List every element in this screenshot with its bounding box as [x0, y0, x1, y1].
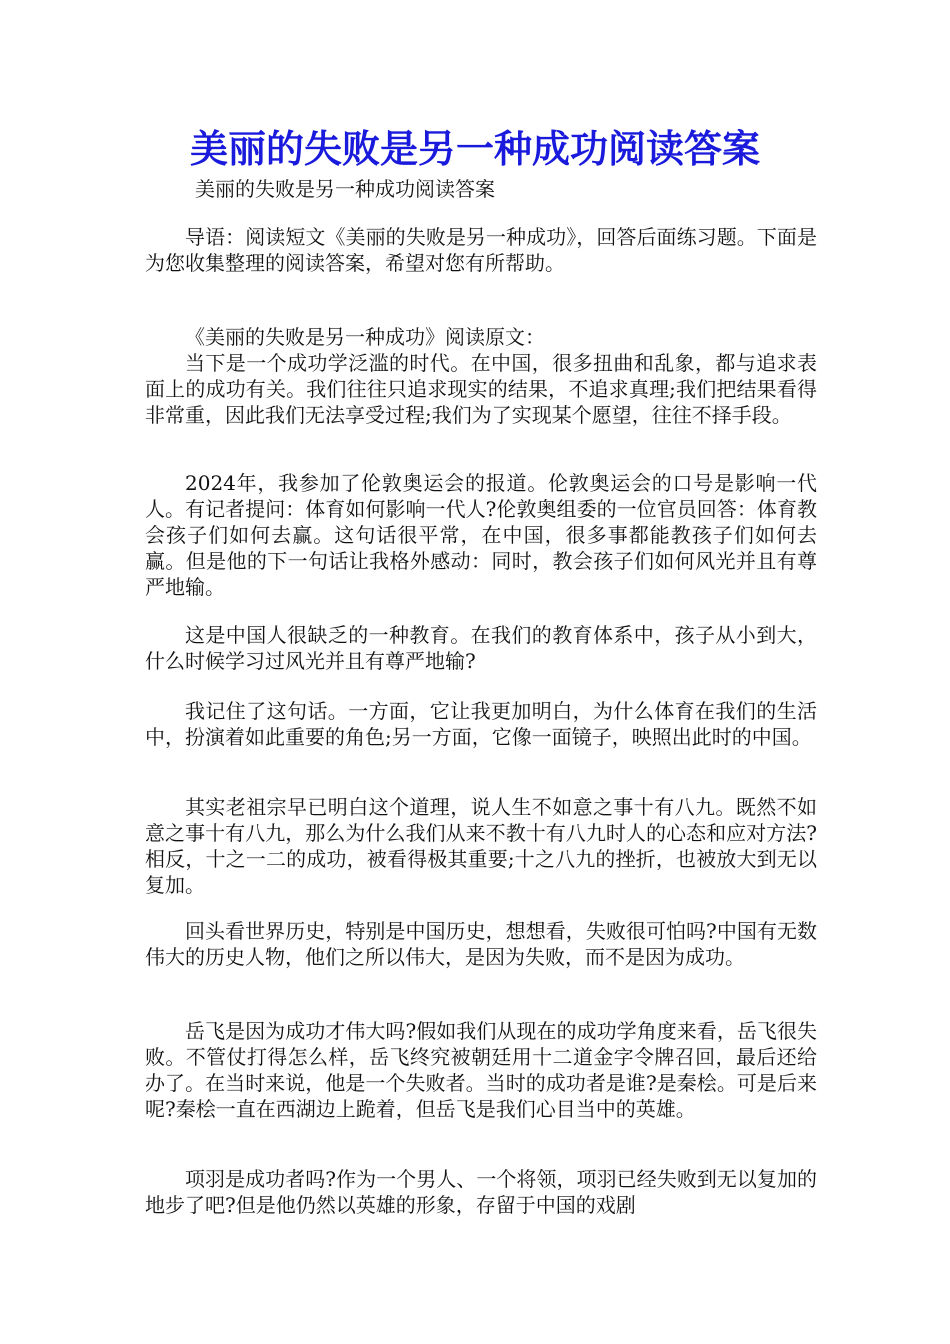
document-subtitle: 美丽的失败是另一种成功阅读答案 — [195, 177, 495, 201]
paragraph-body: 我记住了这句话。一方面，它让我更加明白，为什么体育在我们的生活中，扮演着如此重要的角色;另一方面，它像一面镜子，映照出此时的中国。 — [145, 699, 817, 749]
paragraph-source-heading: 《美丽的失败是另一种成功》阅读原文： — [185, 325, 545, 349]
paragraph-body: 这是中国人很缺乏的一种教育。在我们的教育体系中，孩子从小到大，什么时候学习过风光并且有尊严地输? — [145, 623, 817, 673]
paragraph-body: 当下是一个成功学泛滥的时代。在中国，很多扭曲和乱象，都与追求表面上的成功有关。我们往往只追求现实的结果，不追求真理;我们把结果看得非常重，因此我们无法享受过程;我们为了实现某个愿望，往往不择手段。 — [145, 351, 817, 427]
document-title: 美丽的失败是另一种成功阅读答案 — [189, 127, 760, 171]
paragraph-body: 其实老祖宗早已明白这个道理，说人生不如意之事十有八九。既然不如意之事十有八九，那么为什么我们从来不教十有八九时人的心态和应对方法?相反，十之一二的成功，被看得极其重要;十之八九的挫折，也被放大到无以复加。 — [145, 795, 817, 897]
paragraph-body: 项羽是成功者吗?作为一个男人、一个将领，项羽已经失败到无以复加的地步了吧?但是他仍然以英雄的形象，存留于中国的戏剧 — [145, 1167, 817, 1217]
paragraph-body: 2024年，我参加了伦敦奥运会的报道。伦敦奥运会的口号是影响一代人。有记者提问：体育如何影响一代人?伦敦奥组委的一位官员回答：体育教会孩子们如何去赢。这句话很平常，在中国，很多事都能教孩子们如何去赢。但是他的下一句话让我格外感动：同时，教会孩子们如何风光并且有尊严地输。 — [145, 471, 817, 599]
paragraph-body: 岳飞是因为成功才伟大吗?假如我们从现在的成功学角度来看，岳飞很失败。不管仗打得怎么样，岳飞终究被朝廷用十二道金字令牌召回，最后还给办了。在当时来说，他是一个失败者。当时的成功者是谁?是秦桧。可是后来呢?秦桧一直在西湖边上跪着，但岳飞是我们心目当中的英雄。 — [145, 1019, 817, 1121]
paragraph-body: 回头看世界历史，特别是中国历史，想想看，失败很可怕吗?中国有无数伟大的历史人物，他们之所以伟大，是因为失败，而不是因为成功。 — [145, 919, 817, 969]
paragraph-intro: 导语：阅读短文《美丽的失败是另一种成功》，回答后面练习题。下面是为您收集整理的阅读答案，希望对您有所帮助。 — [145, 225, 817, 275]
